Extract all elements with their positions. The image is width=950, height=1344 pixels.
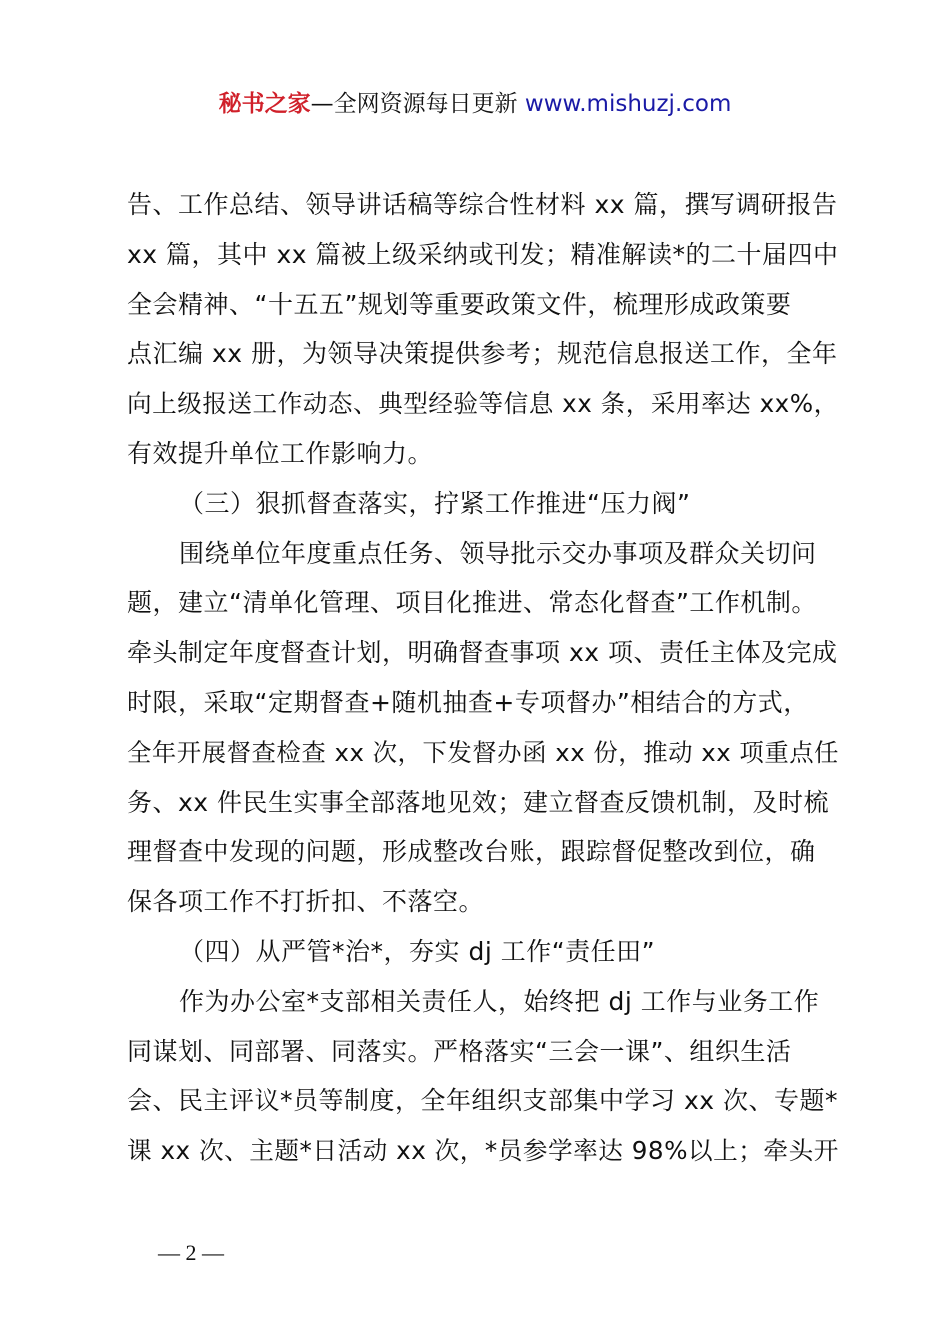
site-url-link[interactable]: www.mishuzj.com — [524, 91, 732, 117]
text-line: 同谋划、同部署、同落实。严格落实“三会一课”、组织生活 — [127, 1036, 792, 1066]
text-line: 围绕单位年度重点任务、领导批示交办事项及群众关切问 — [179, 538, 817, 568]
text-line: 告、工作总结、领导讲话稿等综合性材料 xx 篇，撰写调研报告 — [127, 190, 838, 219]
page-number: — 2 — — [158, 1240, 224, 1265]
text-line: 保各项工作不打折扣、不落空。 — [127, 887, 485, 917]
text-line: 牵头制定年度督查计划，明确督查事项 xx 项、责任主体及完成 — [127, 638, 838, 668]
text-line: 题，建立“清单化管理、项目化推进、常态化督查”工作机制。 — [127, 588, 817, 618]
brand-name: 秘书之家 — [218, 91, 311, 117]
text-line: 点汇编 xx 册，为领导决策提供参考；规范信息报送工作，全年 — [127, 339, 838, 369]
section-heading: （四）从严管*治*，夯实 dj 工作“责任田” — [179, 936, 656, 966]
text-line: 作为办公室*支部相关责任人，始终把 dj 工作与业务工作 — [179, 986, 820, 1016]
text-line: 课 xx 次、主题*日活动 xx 次，*员参学率达 98%以上；牵头开 — [127, 1136, 839, 1166]
text-line: 务、xx 件民生实事全部落地见效；建立督查反馈机制，及时梳 — [127, 787, 830, 817]
document-body — [127, 180, 839, 1176]
header-slogan: —全网资源每日更新 — [310, 91, 525, 117]
text-line: 理督查中发现的问题，形成整改台账，跟踪督促整改到位，确 — [127, 837, 816, 867]
text-line: 有效提升单位工作影响力。 — [127, 438, 434, 468]
text-line: 时限，采取“定期督查+随机抽查+专项督办”相结合的方式， — [127, 687, 809, 717]
site-header — [0, 88, 950, 120]
text-line: 全年开展督查检查 xx 次，下发督办函 xx 份，推动 xx 项重点任 — [127, 737, 840, 767]
text-line: 全会精神、“十五五”规划等重要政策文件，梳理形成政策要 — [127, 289, 792, 319]
text-line: 会、民主评议*员等制度，全年组织支部集中学习 xx 次、专题* — [127, 1086, 838, 1116]
text-line: 向上级报送工作动态、典型经验等信息 xx 条，采用率达 xx%， — [127, 389, 839, 419]
section-heading: （三）狠抓督查落实，拧紧工作推进“压力阀” — [179, 488, 691, 518]
text-line: xx 篇，其中 xx 篇被上级采纳或刊发；精准解读*的二十届四中 — [127, 239, 839, 269]
